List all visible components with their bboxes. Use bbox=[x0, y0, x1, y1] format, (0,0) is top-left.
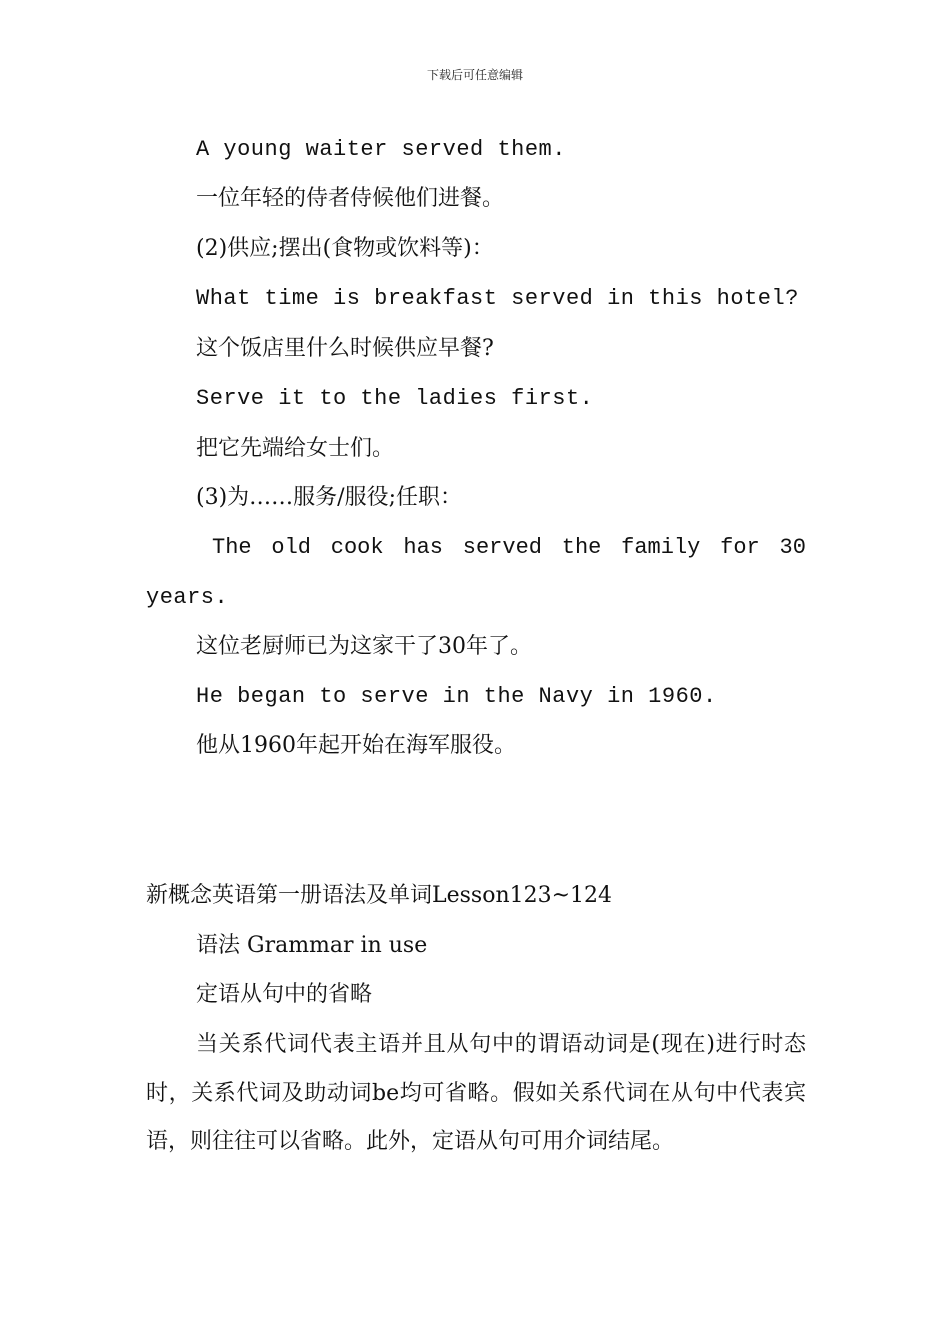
word: served bbox=[462, 535, 542, 560]
example-sentence-en-continued: years. bbox=[146, 585, 229, 610]
section-title: 新概念英语第一册语法及单词Lesson123~124 bbox=[146, 883, 613, 908]
example-sentence-en: He began to serve in the Navy in 1960. bbox=[196, 684, 717, 709]
example-sentence-zh: 他从1960年起开始在海军服役。 bbox=[196, 733, 516, 758]
word: cook bbox=[330, 535, 384, 560]
word: family bbox=[621, 535, 701, 560]
definition-label: (2)供应;摆出(食物或饮料等)： bbox=[196, 236, 494, 261]
word: 30 bbox=[779, 535, 806, 560]
word: The bbox=[212, 535, 252, 560]
example-sentence-en: A young waiter served them. bbox=[196, 137, 566, 162]
example-sentence-en-justified bbox=[212, 533, 806, 563]
example-sentence-zh: 这位老厨师已为这家干了30年了。 bbox=[196, 634, 532, 659]
example-sentence-en: Serve it to the ladies first. bbox=[196, 386, 594, 411]
example-sentence-zh: 把它先端给女士们。 bbox=[196, 436, 395, 461]
word: has bbox=[403, 535, 443, 560]
section-subtitle: 定语从句中的省略 bbox=[196, 982, 373, 1007]
grammar-paragraph: 当关系代词代表主语并且从句中的谓语动词是(现在)进行时态时，关系代词及助动词be均可省略。假如关系代词在从句中代表宾语，则往往可以省略。此外，定语从句可用介词结尾。 bbox=[146, 1032, 806, 1154]
example-sentence-zh: 一位年轻的侍者侍候他们进餐。 bbox=[196, 186, 505, 211]
grammar-label: 语法 Grammar in use bbox=[196, 933, 428, 958]
page-header: 下载后可任意编辑 bbox=[426, 68, 523, 82]
example-sentence-en: What time is breakfast served in this hotel? bbox=[196, 286, 799, 311]
example-sentence-zh: 这个饭店里什么时候供应早餐? bbox=[196, 336, 494, 361]
word: for bbox=[720, 535, 760, 560]
word: old bbox=[271, 535, 311, 560]
word: the bbox=[561, 535, 602, 560]
definition-label: (3)为……服务/服役;任职： bbox=[196, 485, 462, 510]
